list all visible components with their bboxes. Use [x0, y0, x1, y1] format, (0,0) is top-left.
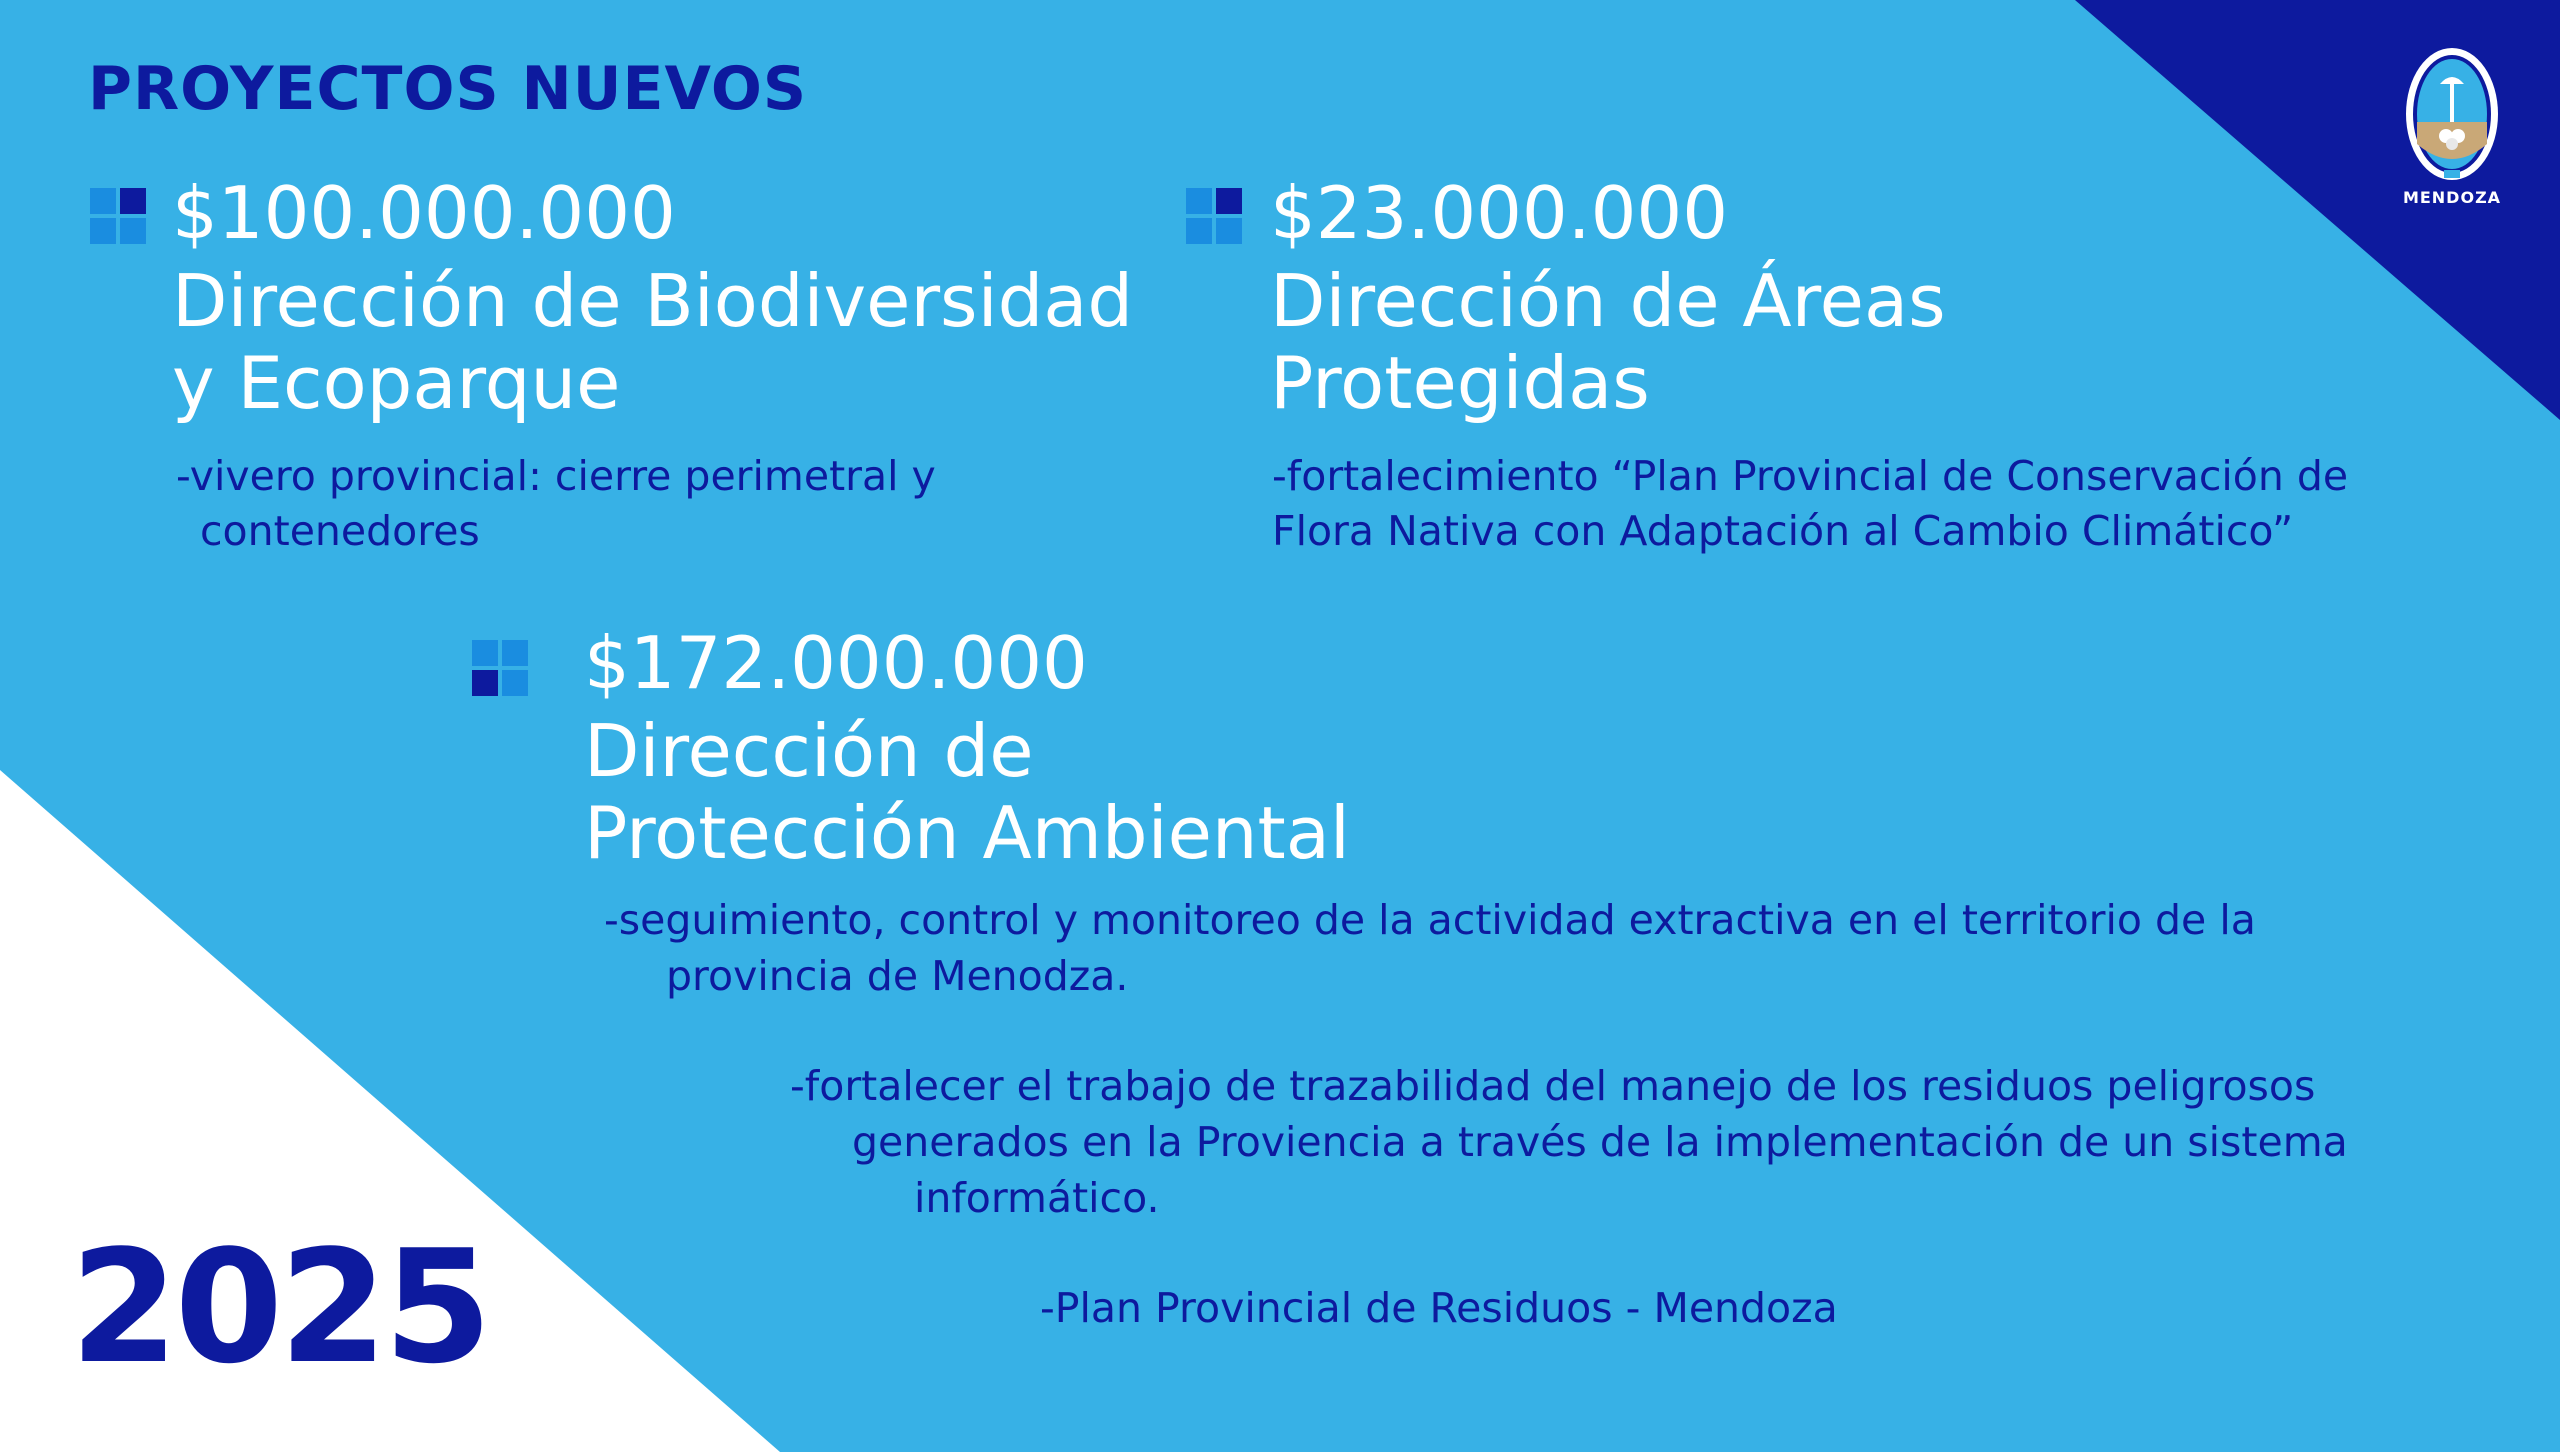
project-1-note-line-2: contenedores: [200, 507, 480, 555]
project-2-note-line-1: -fortalecimiento “Plan Provincial de Conservación de: [1272, 452, 2349, 500]
project-1-name-line-1: Dirección de Biodiversidad: [172, 259, 1134, 343]
mendoza-coat-of-arms-logo: [2402, 44, 2502, 204]
bullet-icon: [1186, 188, 1242, 244]
project-3-note-line-2: provincia de Menodza.: [666, 952, 1129, 1000]
project-3-name-line-2: Protección Ambiental: [584, 791, 1350, 875]
project-2-name-line-2: Protegidas: [1270, 341, 1650, 425]
project-1-name-line-2: y Ecoparque: [172, 341, 621, 425]
slide-title: PROYECTOS NUEVOS: [88, 54, 808, 124]
project-3-name-line-1: Dirección de: [584, 709, 1034, 793]
project-3-note-line-4: generados en la Proviencia a través de la implementación de un sistema: [852, 1118, 2348, 1166]
project-3-amount: $172.000.000: [584, 621, 1088, 705]
bullet-icon: [90, 188, 146, 244]
project-3-note-line-3: -fortalecer el trabajo de trazabilidad del manejo de los residuos peligrosos: [790, 1062, 2316, 1110]
project-2-note-line-2: Flora Nativa con Adaptación al Cambio Climático”: [1272, 507, 2294, 555]
project-1-amount: $100.000.000: [172, 171, 676, 255]
logo-label: MENDOZA: [2402, 188, 2502, 207]
bullet-icon: [472, 640, 528, 696]
project-3-note-line-1: -seguimiento, control y monitoreo de la actividad extractiva en el territorio de la: [604, 896, 2256, 944]
project-2-name-line-1: Dirección de Áreas: [1270, 259, 1946, 343]
project-2-amount: $23.000.000: [1270, 171, 1729, 255]
project-3-note-line-5: informático.: [914, 1174, 1160, 1222]
project-1-note-line-1: -vivero provincial: cierre perimetral y: [176, 452, 936, 500]
project-3-note-line-6: -Plan Provincial de Residuos - Mendoza: [1040, 1284, 1838, 1332]
year-label: 2025: [70, 1216, 489, 1398]
